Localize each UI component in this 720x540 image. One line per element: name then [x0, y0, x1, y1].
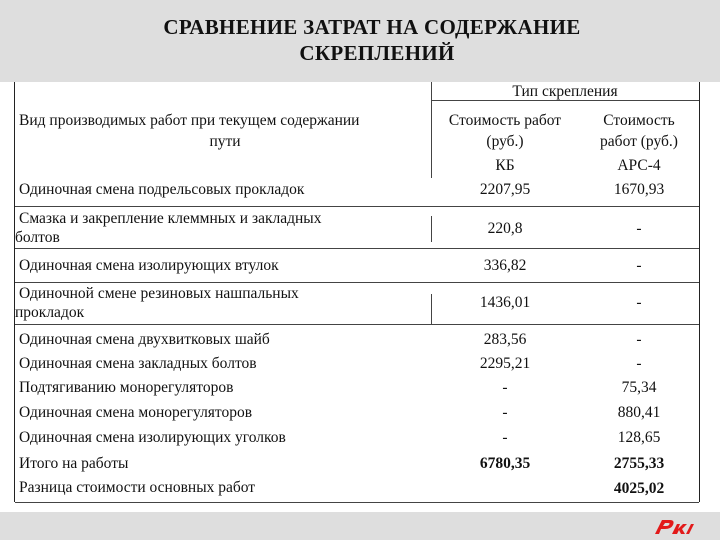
row-ars: -: [636, 257, 642, 274]
col2-header-line1: Стоимость работ: [448, 112, 562, 129]
title-line-1: СРАВНЕНИЕ ЗАТРАТ НА СОДЕРЖАНИЕ: [163, 15, 581, 39]
row-rule-4: [15, 324, 699, 325]
group-header: Тип скрепления: [512, 83, 618, 100]
col2-header-line2: (руб.): [486, 133, 524, 150]
difference-value: 4025,02: [613, 480, 665, 497]
row-kb: 283,56: [483, 331, 527, 348]
row-kb: 2207,95: [479, 181, 531, 198]
row-work: Одиночная смена изолирующих втулок: [19, 257, 279, 274]
row-kb: 220,8: [487, 220, 523, 237]
row-work-line2: прокладок: [15, 304, 85, 321]
row-kb: 2295,21: [479, 355, 531, 372]
title-line-2: СКРЕПЛЕНИЙ: [299, 41, 455, 65]
row-work: Одиночная смена двухвитковых шайб: [19, 331, 270, 348]
row-rule-3: [15, 282, 699, 283]
row-work-line1: Смазка и закрепление клеммных и закладных: [19, 210, 322, 227]
row-work: Подтягиванию монорегуляторов: [19, 379, 234, 396]
col2-type: КБ: [495, 157, 515, 174]
col1-header-line2: пути: [209, 133, 241, 150]
total-label: Итого на работы: [19, 455, 129, 472]
difference-label: Разница стоимости основных работ: [19, 479, 256, 496]
col3-type: АРС-4: [617, 157, 661, 174]
row-work-line2: болтов: [15, 229, 60, 246]
total-kb: 6780,35: [479, 455, 531, 472]
row-work-line1: Одиночной смене резиновых нашпальных: [19, 285, 299, 302]
row-ars: -: [636, 220, 642, 237]
row-ars: 880,41: [617, 404, 661, 421]
row-rule-1: [15, 206, 699, 207]
page-title: [0, 14, 720, 66]
row-ars: 1670,93: [613, 181, 665, 198]
rzd-logo-icon: [652, 516, 696, 538]
row-kb: 1436,01: [479, 294, 531, 311]
row-work: Одиночная смена подрельсовых прокладок: [19, 181, 305, 198]
footer-band: [0, 512, 720, 540]
row-rule-2: [15, 248, 699, 249]
table-bottom-rule: [15, 502, 699, 503]
col3-header-line2: работ (руб.): [600, 133, 678, 150]
row-kb: -: [502, 404, 508, 421]
row-ars: 128,65: [617, 429, 661, 446]
row-kb: -: [502, 429, 508, 446]
row-work: Одиночная смена закладных болтов: [19, 355, 257, 372]
col1-header-line1: Вид производимых работ при текущем содержании: [19, 112, 360, 129]
col3-header-line1: Стоимость: [603, 112, 675, 129]
row-ars: -: [636, 331, 642, 348]
row-ars: -: [636, 355, 642, 372]
row-kb: -: [502, 379, 508, 396]
row-work: Одиночная смена изолирующих уголков: [19, 429, 286, 446]
row-ars: 75,34: [621, 379, 657, 396]
row-kb: 336,82: [483, 257, 527, 274]
row-ars: -: [636, 294, 642, 311]
cost-comparison-table: [14, 82, 700, 502]
total-ars: 2755,33: [613, 455, 665, 472]
row-work: Одиночная смена монорегуляторов: [19, 404, 253, 421]
